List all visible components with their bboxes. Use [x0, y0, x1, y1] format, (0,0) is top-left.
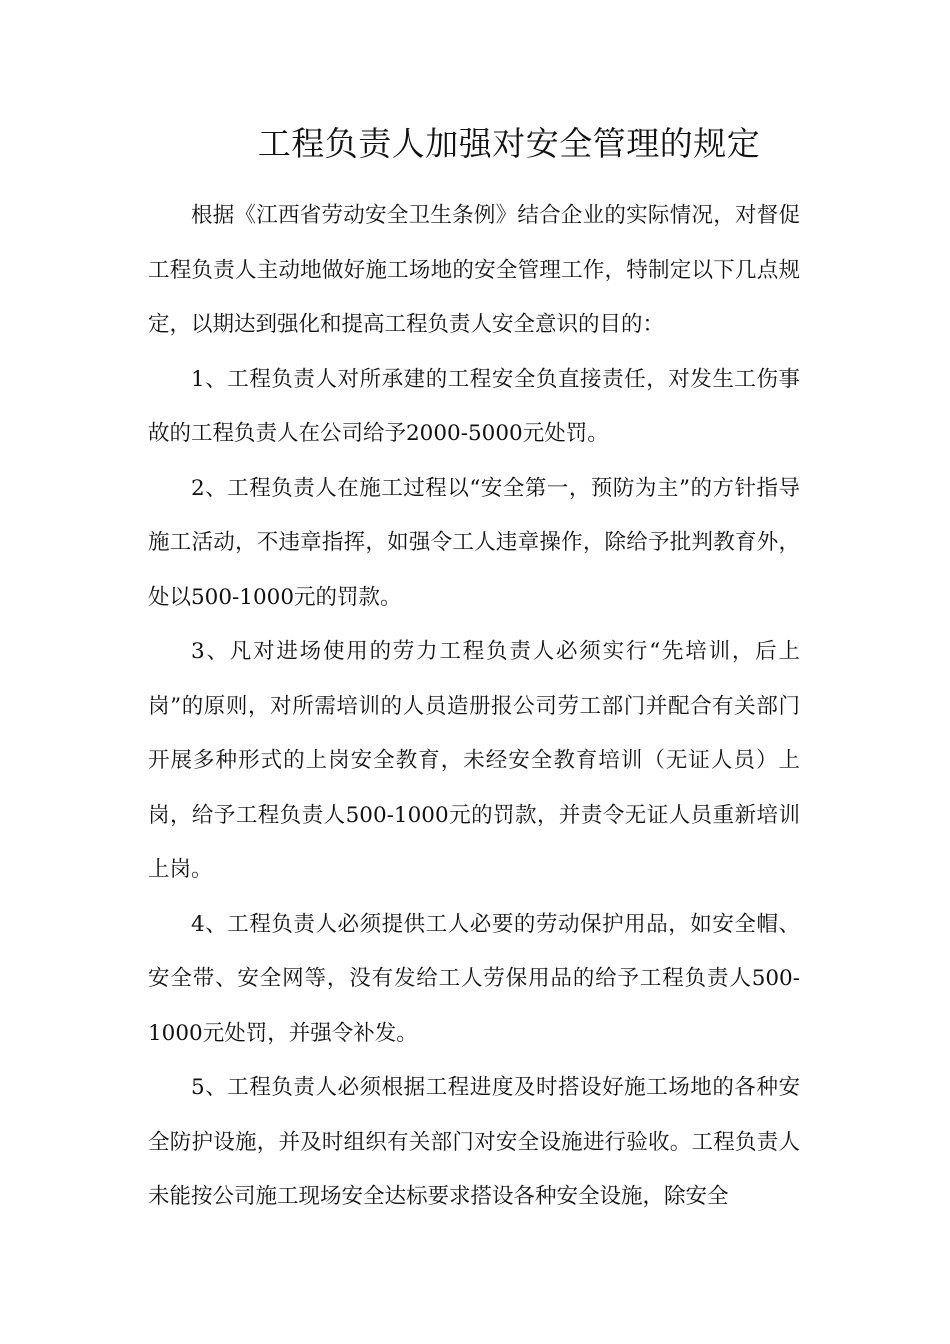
rule-5-paragraph: 5、工程负责人必须根据工程进度及时搭设好施工场地的各种安全防护设施，并及时组织有关部门对安全设施进行验收。工程负责人未能按公司施工现场安全达标要求搭设各种安全设施，除安全: [148, 1075, 800, 1209]
rule-3-paragraph: 3、凡对进场使用的劳力工程负责人必须实行“先培训，后上岗”的原则，对所需培训的人员造册报公司劳工部门并配合有关部门开展多种形式的上岗安全教育，未经安全教育培训（无证人员）上岗，给予工程负责人500-1000元的罚款，并责令无证人员重新培训上岗。: [148, 639, 800, 882]
rule-1-paragraph: 1、工程负责人对所承建的工程安全负直接责任，对发生工伤事故的工程负责人在公司给予2000-5000元处罚。: [148, 366, 800, 446]
rule-2-paragraph: 2、工程负责人在施工过程以“安全第一，预防为主”的方针指导施工活动，不违章指挥，如强令工人违章操作，除给予批判教育外，处以500-1000元的罚款。: [148, 475, 800, 610]
document-title: 工程负责人加强对安全管理的规定: [257, 124, 761, 163]
rule-4-paragraph: 4、工程负责人必须提供工人必要的劳动保护用品，如安全帽、安全带、安全网等，没有发给工人劳保用品的给予工程负责人500-1000元处罚，并强令补发。: [148, 911, 800, 1046]
intro-paragraph: 根据《江西省劳动安全卫生条例》结合企业的实际情况，对督促工程负责人主动地做好施工场地的安全管理工作，特制定以下几点规定，以期达到强化和提高工程负责人安全意识的目的：: [148, 203, 800, 337]
document-body: [148, 189, 800, 1225]
